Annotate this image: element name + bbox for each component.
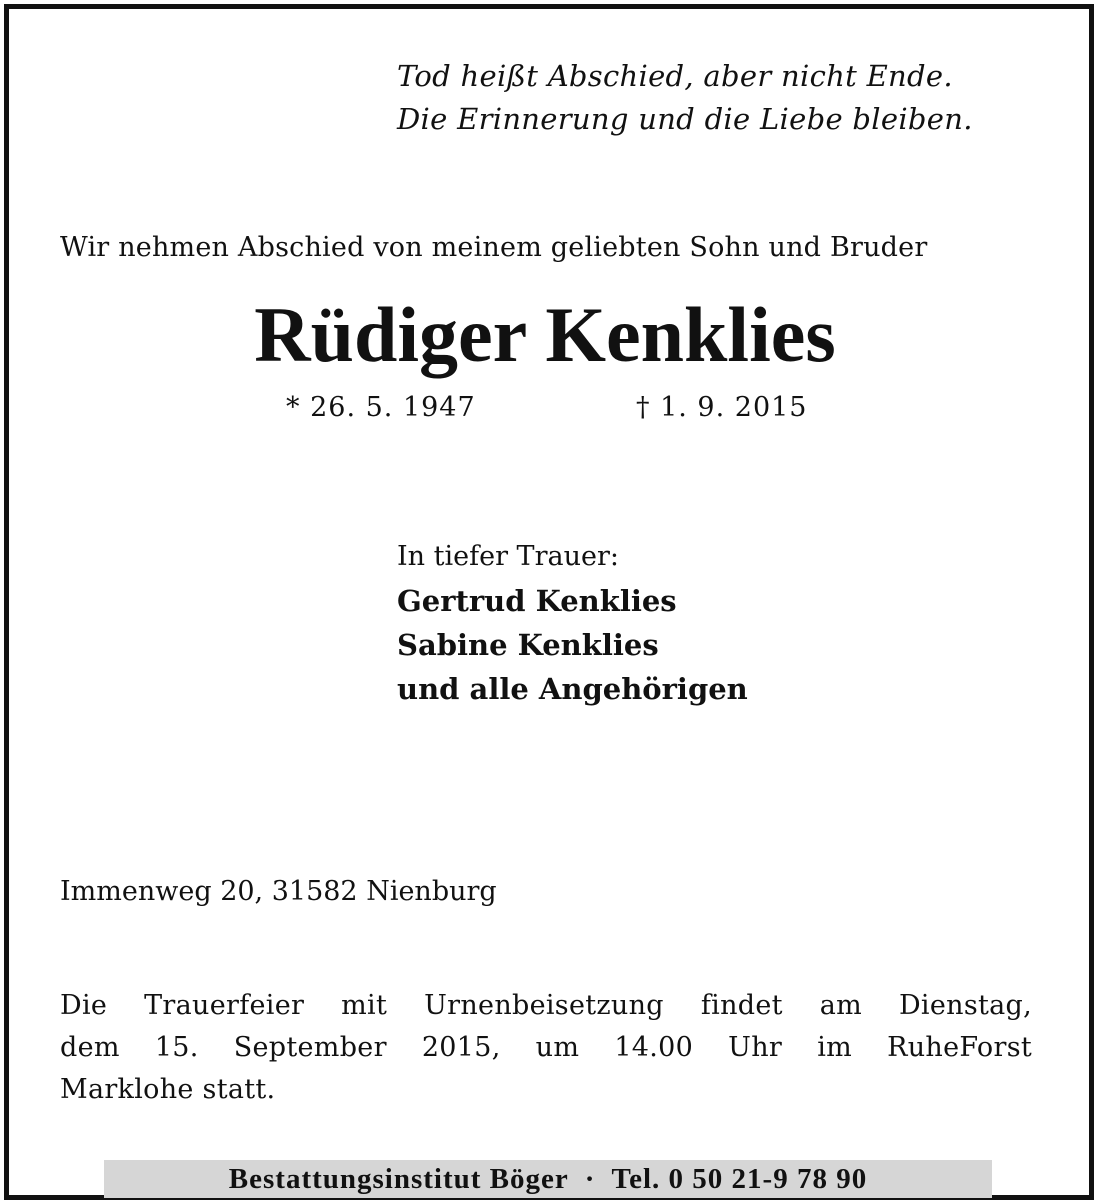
mourner-name: und alle Angehörigen <box>397 672 748 706</box>
funeral-home-footer <box>104 1160 992 1198</box>
footer-separator: · <box>584 1163 596 1195</box>
funeral-home-phone: Tel. 0 50 21-9 78 90 <box>611 1163 868 1195</box>
address: Immenweg 20, 31582 Nienburg <box>60 876 497 907</box>
birth-date: * 26. 5. 1947 <box>286 392 476 423</box>
intro-text: Wir nehmen Abschied von meinem geliebten Sohn und Bruder <box>60 232 928 263</box>
motto-line-1: Tod heißt Abschied, aber nicht Ende. <box>397 59 953 93</box>
mourner-name: Gertrud Kenklies <box>397 584 677 618</box>
funeral-home-name: Bestattungsinstitut Böger <box>228 1163 569 1195</box>
motto-line-2: Die Erinnerung und die Liebe bleiben. <box>397 102 973 136</box>
notice-line-1: Die Trauerfeier mit Urnenbeisetzung findet am Dienstag, <box>60 990 1032 1021</box>
notice-line-3: Marklohe statt. <box>60 1074 276 1105</box>
funeral-notice <box>60 985 1032 1111</box>
notice-line-2: dem 15. September 2015, um 14.00 Uhr im RuheForst <box>60 1032 1032 1063</box>
mourner-name: Sabine Kenklies <box>397 628 659 662</box>
deceased-name: Rüdiger Kenklies <box>254 291 836 378</box>
death-date: † 1. 9. 2015 <box>636 392 808 423</box>
mourning-label: In tiefer Trauer: <box>397 541 619 572</box>
mourners-block <box>397 535 748 711</box>
motto-quote <box>397 55 973 141</box>
